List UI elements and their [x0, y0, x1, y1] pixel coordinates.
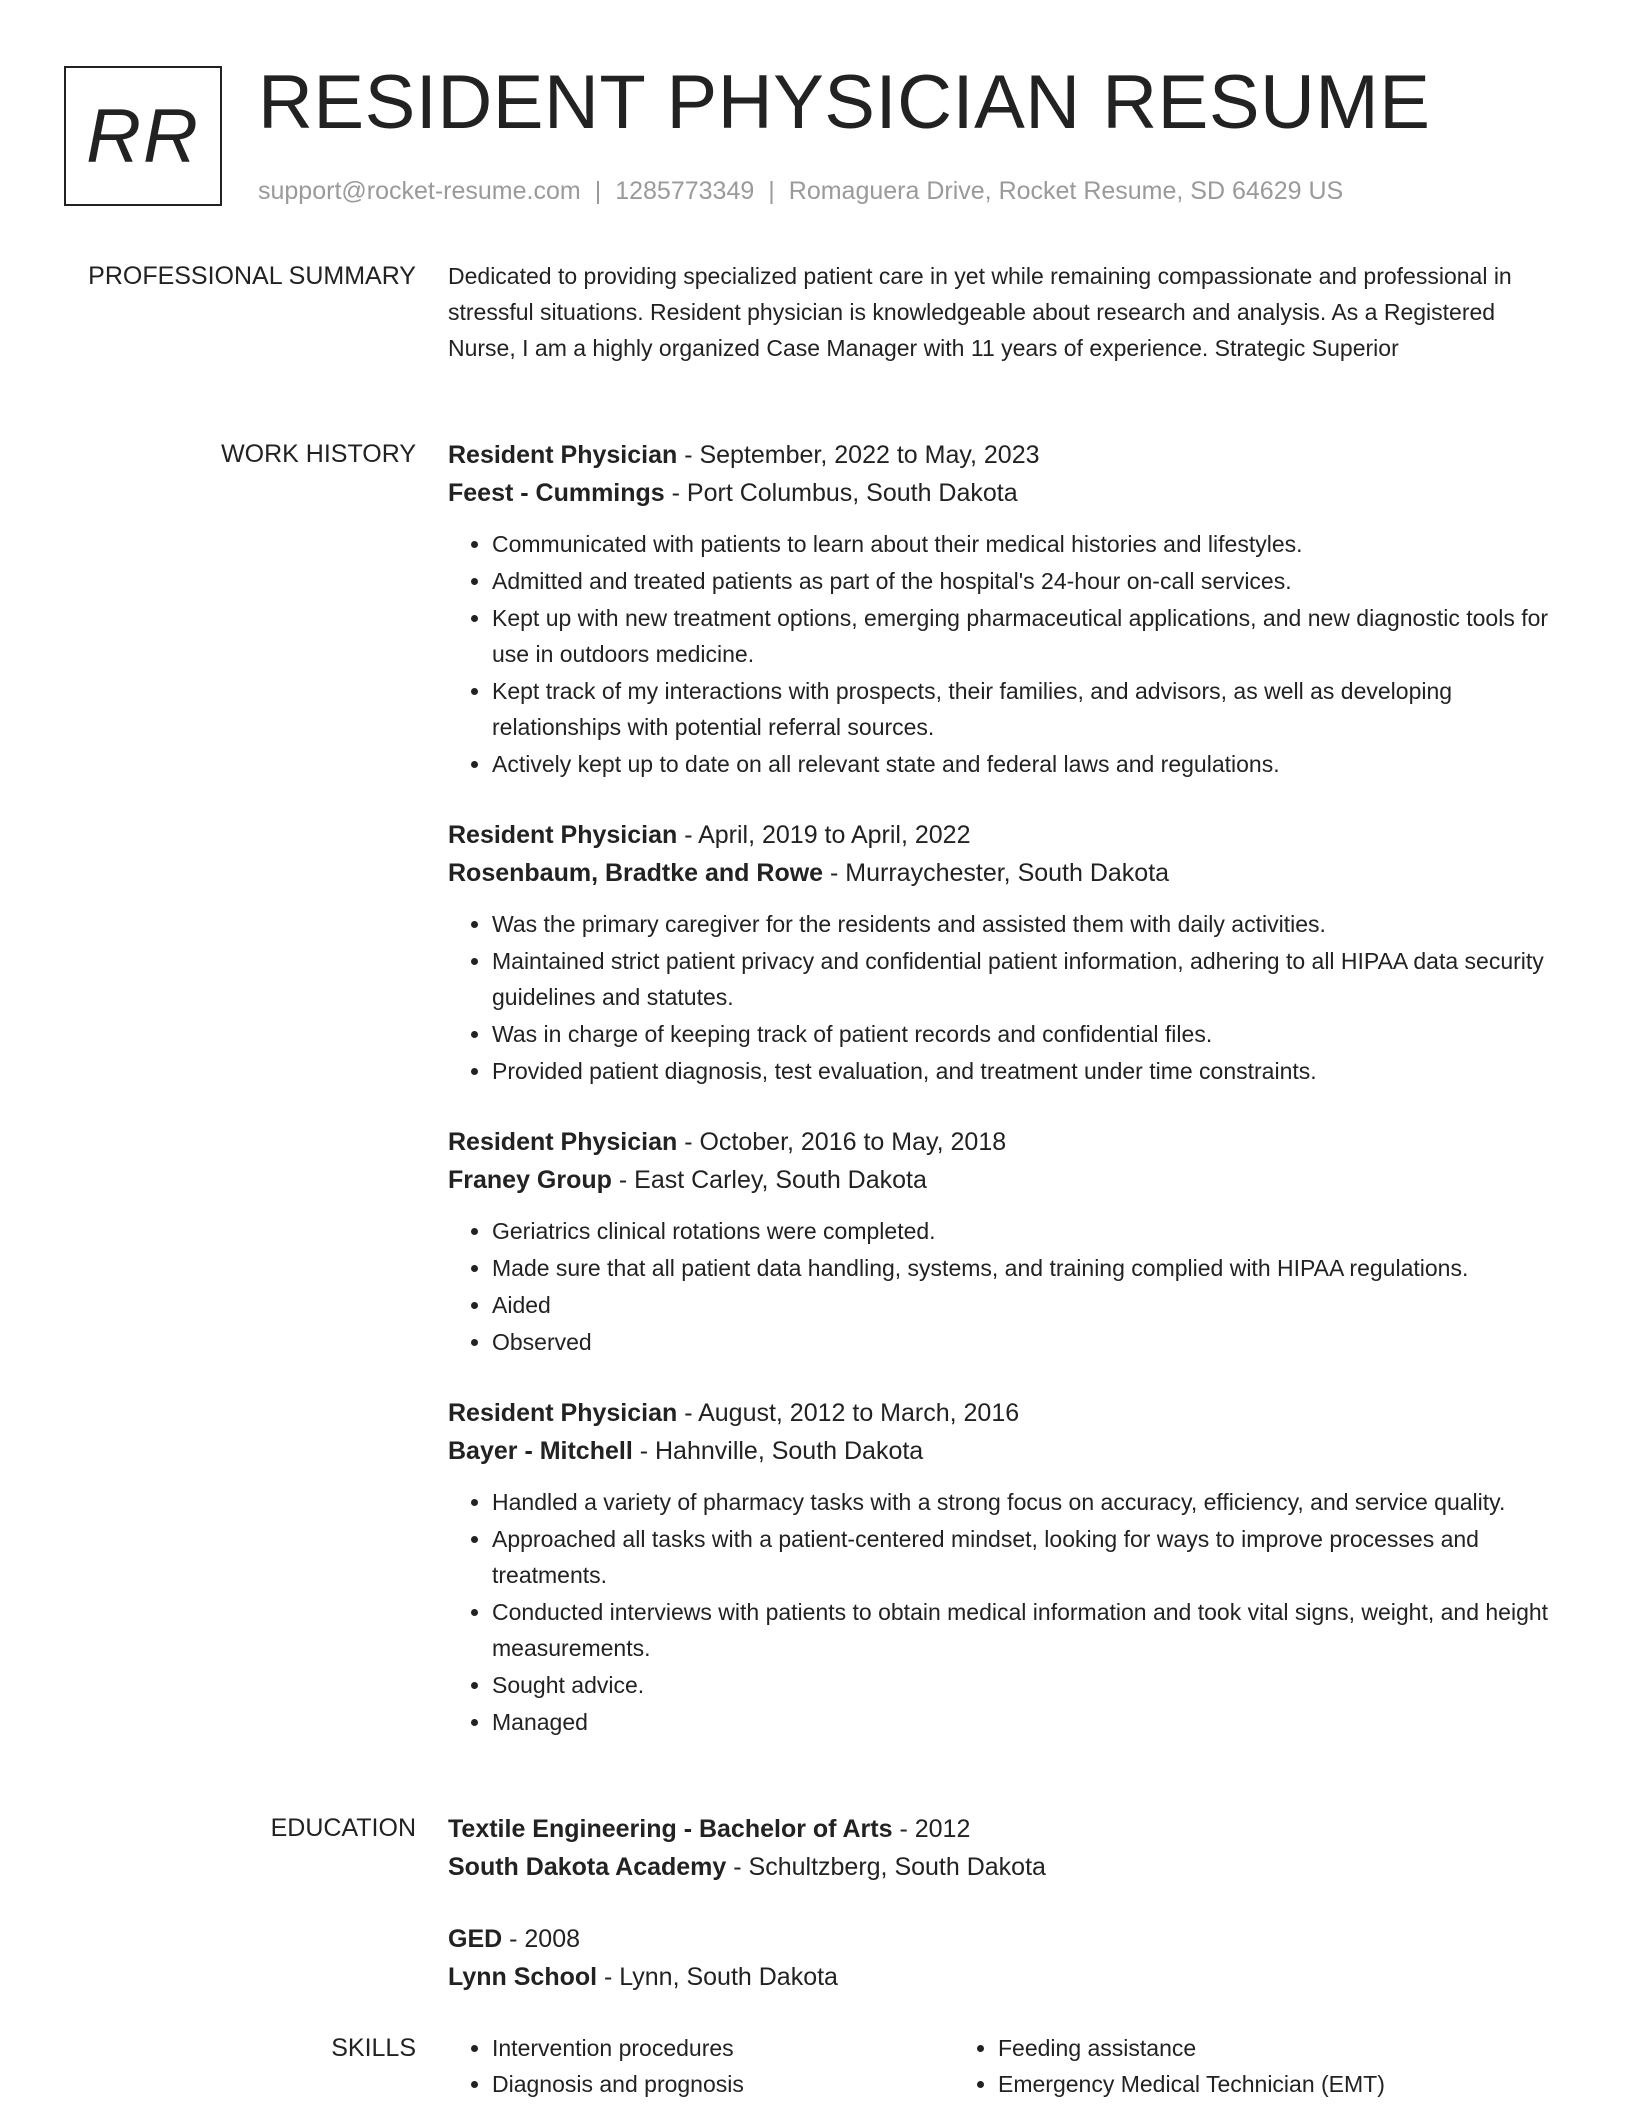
contact-separator: | — [594, 177, 602, 205]
list-item: • Sought advice. — [492, 1667, 1568, 1703]
education-entry — [448, 1920, 1568, 1996]
job-company-line — [448, 854, 1568, 892]
list-item: • Geriatrics clinical rotations were completed. — [492, 1213, 1568, 1249]
job-bullets — [448, 526, 1568, 782]
job-company-line — [448, 474, 1568, 512]
education-degree: Textile Engineering - Bachelor of Arts — [448, 1815, 893, 1843]
work-history-body — [448, 436, 1568, 1774]
list-item: • Admitted and treated patients as part of the hospital's 24-hour on-call services. — [492, 563, 1568, 599]
list-item: • Managed — [492, 1704, 1568, 1740]
monogram-logo: RR — [64, 66, 222, 206]
job-company-line — [448, 1161, 1568, 1199]
education-degree-line — [448, 1810, 1568, 1848]
list-item: • Conducted interviews with patients to obtain medical information and took vital signs, weight, and height measurements. — [492, 1594, 1568, 1666]
resume-title: RESIDENT PHYSICIAN RESUME — [258, 60, 1431, 145]
education-school: South Dakota Academy — [448, 1853, 727, 1881]
job-company: Feest - Cummings — [448, 479, 665, 507]
education-entry — [448, 1810, 1568, 1886]
job-entry — [448, 1123, 1568, 1360]
job-title-line — [448, 816, 1568, 854]
summary-body — [448, 258, 1568, 366]
job-location: - Port Columbus, South Dakota — [664, 479, 1018, 507]
list-item: • Kept up with new treatment options, emerging pharmaceutical applications, and new diagnostic tools for use in outdoors medicine. — [492, 600, 1568, 672]
job-entry — [448, 436, 1568, 782]
list-item: • Observed — [492, 1324, 1568, 1360]
education-year: - 2012 — [892, 1815, 971, 1843]
list-item: • Emergency Medical Technician (EMT) — [998, 2066, 1460, 2102]
job-dates: - August, 2012 to March, 2016 — [677, 1399, 1020, 1427]
list-item: • Was in charge of keeping track of patient records and confidential files. — [492, 1016, 1568, 1052]
list-item: • Kept track of my interactions with prospects, their families, and advisors, as well as developing relationships with potential referral sources. — [492, 673, 1568, 745]
job-company-line — [448, 1432, 1568, 1470]
job-location: - East Carley, South Dakota — [611, 1166, 927, 1194]
job-location: - Hahnville, South Dakota — [632, 1437, 924, 1465]
list-item: • Intervention procedures — [492, 2030, 954, 2066]
education-school: Lynn School — [448, 1963, 598, 1991]
job-location: - Murraychester, South Dakota — [823, 859, 1170, 887]
list-item: • Actively kept up to date on all relevant state and federal laws and regulations. — [492, 746, 1568, 782]
skills-list-right — [954, 2030, 1460, 2102]
education-body — [448, 1810, 1568, 1996]
list-item: • Diagnosis and prognosis — [492, 2066, 954, 2102]
skills-list-left — [448, 2030, 954, 2102]
section-label-work-history: WORK HISTORY — [221, 440, 416, 468]
job-title-line — [448, 436, 1568, 474]
list-item: • Was the primary caregiver for the residents and assisted them with daily activities. — [492, 906, 1568, 942]
job-title-line — [448, 1123, 1568, 1161]
job-company: Franey Group — [448, 1166, 612, 1194]
list-item: • Aided — [492, 1287, 1568, 1323]
job-dates: - September, 2022 to May, 2023 — [677, 441, 1040, 469]
job-title: Resident Physician — [448, 1399, 678, 1427]
list-item: • Approached all tasks with a patient-centered mindset, looking for ways to improve processes and treatments. — [492, 1521, 1568, 1593]
job-company: Rosenbaum, Bradtke and Rowe — [448, 859, 824, 887]
education-location: - Schultzberg, South Dakota — [726, 1853, 1046, 1881]
education-location: - Lynn, South Dakota — [597, 1963, 838, 1991]
list-item: • Provided patient diagnosis, test evaluation, and treatment under time constraints. — [492, 1053, 1568, 1089]
education-school-line — [448, 1958, 1568, 1996]
job-company: Bayer - Mitchell — [448, 1437, 633, 1465]
job-title-line — [448, 1394, 1568, 1432]
job-title: Resident Physician — [448, 441, 678, 469]
job-dates: - October, 2016 to May, 2018 — [677, 1128, 1007, 1156]
list-item: • Maintained strict patient privacy and confidential patient information, adhering to all HIPAA data security guidelines and statutes. — [492, 943, 1568, 1015]
list-item: • Handled a variety of pharmacy tasks with a strong focus on accuracy, efficiency, and service quality. — [492, 1484, 1568, 1520]
job-dates: - April, 2019 to April, 2022 — [677, 821, 971, 849]
education-school-line — [448, 1848, 1568, 1886]
list-item: • Communicated with patients to learn about their medical histories and lifestyles. — [492, 526, 1568, 562]
contact-address: Romaguera Drive, Rocket Resume, SD 64629 US — [788, 177, 1344, 205]
education-degree: GED — [448, 1925, 503, 1953]
contact-email: support@rocket-resume.com — [258, 177, 581, 205]
skills-body — [448, 2030, 1568, 2102]
contact-line — [258, 174, 1343, 208]
job-bullets — [448, 1213, 1568, 1360]
section-label-skills: SKILLS — [331, 2034, 416, 2062]
education-degree-line — [448, 1920, 1568, 1958]
job-title: Resident Physician — [448, 821, 678, 849]
job-entry — [448, 816, 1568, 1089]
section-label-education: EDUCATION — [270, 1814, 416, 1842]
job-bullets — [448, 1484, 1568, 1740]
list-item: • Made sure that all patient data handling, systems, and training complied with HIPAA regulations. — [492, 1250, 1568, 1286]
job-title: Resident Physician — [448, 1128, 678, 1156]
job-bullets — [448, 906, 1568, 1089]
job-entry — [448, 1394, 1568, 1740]
contact-separator: | — [768, 177, 775, 205]
summary-text: Dedicated to providing specialized patient care in yet while remaining compassionate and professional in stressful situations. Resident physician is knowledgeable about research and analysis. As a Registered Nurse, I am a highly organized Case Manager with 11 years of experience. Strategic Superior — [448, 263, 1512, 361]
contact-phone: 1285773349 — [615, 177, 755, 205]
education-year: - 2008 — [502, 1925, 581, 1953]
section-label-summary: PROFESSIONAL SUMMARY — [88, 262, 416, 290]
list-item: • Feeding assistance — [998, 2030, 1460, 2066]
